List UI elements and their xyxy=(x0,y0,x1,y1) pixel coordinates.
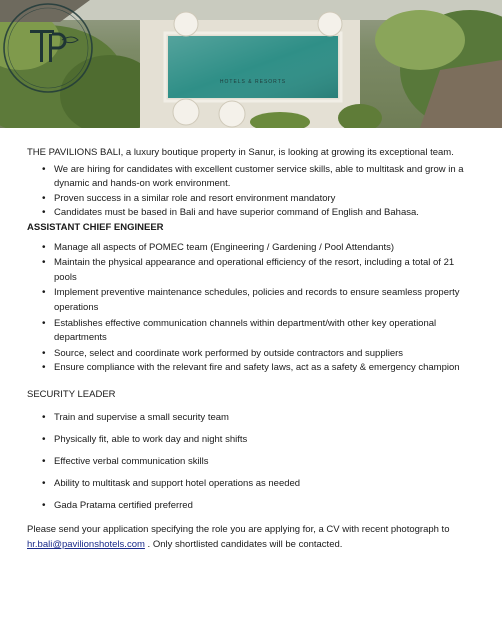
list-item: • Train and supervise a small security team xyxy=(43,411,479,426)
header-photo xyxy=(0,0,502,128)
general-requirements-list xyxy=(27,163,479,221)
security-duties-list xyxy=(27,411,479,514)
list-item: • Source, select and coordinate work performed by outside contractors and suppliers xyxy=(43,347,479,362)
list-item: • Proven success in a similar role and resort environment mandatory xyxy=(43,192,479,207)
list-item: • Establishes effective communication channels within department/with other key operational departments xyxy=(43,317,479,346)
closing-text: Please send your application specifying the role you are applying for, a CV with recent photograph to xyxy=(27,524,450,536)
logo-wordmark: HOTELS & RESORTS xyxy=(219,79,287,85)
closing-note: . Only shortlisted candidates will be contacted. xyxy=(147,539,343,551)
list-item: • Gada Pratama certified preferred xyxy=(43,499,479,514)
security-heading: SECURITY LEADER xyxy=(27,388,116,400)
pavilions-logo xyxy=(0,0,96,96)
list-item: • Effective verbal communication skills xyxy=(43,455,479,470)
list-item: • Candidates must be based in Bali and have superior command of English and Bahasa. xyxy=(43,206,479,221)
job-posting-body xyxy=(27,146,479,562)
engineer-heading: ASSISTANT CHIEF ENGINEER xyxy=(27,221,164,233)
list-item: • Implement preventive maintenance schedules, policies and records to ensure seamless property operations xyxy=(43,286,479,315)
engineer-duties-list xyxy=(27,241,479,376)
list-item: • Manage all aspects of POMEC team (Engineering / Gardening / Pool Attendants) xyxy=(43,241,479,256)
list-item: • Ensure compliance with the relevant fire and safety laws, act as a safety & emergency champion xyxy=(43,361,479,376)
list-item: • We are hiring for candidates with excellent customer service skills, able to multitask and grow in a dynamic and hands-on work environment. xyxy=(43,163,479,192)
intro-text: THE PAVILIONS BALI, a luxury boutique property in Sanur, is looking at growing its exceptional team. xyxy=(27,147,454,158)
email-link[interactable]: hr.bali@pavilionshotels.com xyxy=(27,539,145,551)
list-item: • Physically fit, able to work day and night shifts xyxy=(43,433,479,448)
list-item: • Maintain the physical appearance and operational efficiency of the resort, including a total of 21 pools xyxy=(43,256,479,285)
closing-paragraph xyxy=(27,523,479,552)
list-item: • Ability to multitask and support hotel operations as needed xyxy=(43,477,479,492)
